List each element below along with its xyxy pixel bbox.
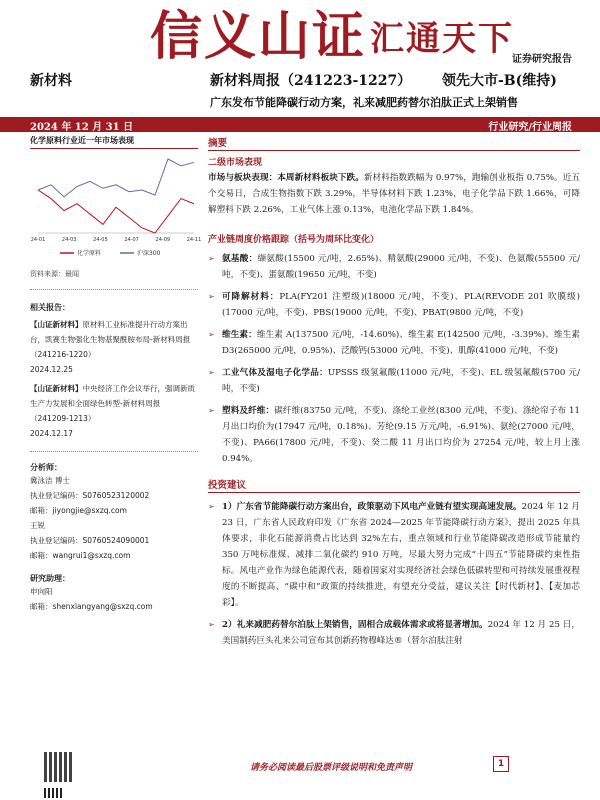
rating-label: 领先大市-B(维持): [442, 73, 557, 89]
related-report-2[interactable]: [30, 381, 198, 441]
x-tick-label: 24-03: [61, 237, 77, 243]
summary-column: [208, 135, 580, 649]
divider: [30, 451, 198, 452]
x-tick-label: 24-07: [124, 237, 139, 243]
price-item: [208, 365, 580, 397]
divider: [30, 289, 198, 290]
series-line-0: [38, 190, 194, 233]
analyst-email[interactable]: 邮箱：jiyongjie@sxzq.com: [30, 506, 127, 515]
price-item: [208, 289, 580, 321]
left-column: [30, 135, 202, 614]
x-tick-label: 24-05: [93, 237, 108, 243]
advice-lead: 2）礼来减肥药替尔泊肽上架销售，固相合成载体需求或将显著增加。: [222, 620, 488, 630]
related-text: 中央经济工作会议举行，强调新质生产力发展和全面绿色转型-新材料周报（241209-1213）: [30, 384, 195, 423]
banner-main: 信义山证: [150, 6, 367, 67]
arrow-icon: ➢: [208, 406, 215, 415]
related-tag: 【山证新材料】: [30, 320, 83, 329]
assistant-title: 研究助理：: [30, 574, 70, 583]
date-bar: [0, 117, 600, 132]
related-date: 2024.12.17: [30, 429, 73, 438]
arrow-icon: ➢: [208, 292, 215, 301]
qr-code-icon: [44, 752, 74, 782]
x-tick-label: 24-01: [30, 237, 46, 243]
price-lead: 氨基酸：: [222, 254, 258, 264]
banner-title: [150, 0, 514, 69]
chart-svg: [30, 153, 202, 263]
related-text: 原材料工业标准提升行动方案出台，凯赛生物强化生物基聚酰胺布局-新材料周报（241216-1220）: [30, 320, 191, 359]
advice-text: 2024 年 12 月 25 日，美国制药巨头礼来公司宣布其创新药物穆峰达®（替尔泊肽注射: [222, 620, 580, 646]
series-line-1: [38, 159, 194, 197]
related-report-1[interactable]: [30, 317, 198, 377]
analyst-name: 王锐: [30, 521, 45, 530]
price-item: [208, 403, 580, 467]
analyst-name: 冀泳洁 博士: [30, 476, 70, 485]
analyst-1: [30, 473, 198, 563]
banner-sub: 汇通天下: [370, 19, 515, 59]
price-lead: 维生素：: [222, 330, 257, 340]
banner: [0, 0, 600, 67]
market-lead: 市场与板块表现：本周新材料板块下跌。: [208, 173, 364, 183]
chart-source: 资料来源：最闻: [30, 270, 79, 278]
title-bar: [0, 64, 600, 116]
assistant-email[interactable]: 邮箱：shenxiangyang@sxzq.com: [30, 602, 153, 611]
market-text: 新材料指数跌幅为 0.97%，跑输创业板指 0.75%。近五个交易日，合成生物指数下跌 3.29%，半导体材料下跌 1.23%，电子化学品下跌 1.66%，可降解塑料下跌 2.26%，工业气体上涨 0.13%，电池化学品下跌 1.84%。: [208, 173, 580, 215]
related-tag: 【山证新材料】: [30, 384, 83, 393]
assistant-name: 申向阳: [30, 587, 53, 596]
analysts-title: 分析师：: [30, 463, 62, 472]
x-tick-label: 24-09: [155, 237, 171, 243]
related-date: 2024.12.25: [30, 365, 73, 374]
legend-label: 沪深300: [137, 250, 161, 257]
chart-title: 化学原料行业近一年市场表现: [30, 135, 198, 149]
advice-text: 2024 年 12 月 23 日，广东省人民政府印发《广东省 2024—2025 年节能降碳行动方案》，提出 2025 年具体要求，非化石能源消费占比达到 32%左右，重点领域和行业节能降碳改造形成节能量约 350 万吨标准煤、减排二氧化碳约 910 万吨，尽最大努力完成“十四五”节能降碳约束性指标。风电产业作为绿色能源代表，随着国家对实现经济社会绿色低碳转型和可持续发展重视程度的不断提高、“碳中和”政策的持续推进，有望充分受益，建议关注【时代新材】、【麦加芯彩】。: [222, 502, 580, 608]
x-tick-label: 24-11: [186, 237, 202, 243]
sector-label: 新材料: [30, 73, 72, 89]
summary-title: 摘要: [208, 135, 580, 151]
market-title: 二级市场表现: [208, 158, 263, 168]
advice-title: 投资建议: [208, 477, 580, 493]
price-item: [208, 327, 580, 359]
arrow-icon: ➢: [208, 502, 215, 511]
disclaimer[interactable]: 请务必阅读最后股票评级说明和免责声明: [250, 763, 413, 773]
market-paragraph: [208, 170, 580, 218]
advice-lead: 1）广东省节能降碳行动方案出台，政策驱动下风电产业链有望实现高速发展。: [222, 502, 522, 512]
price-text: UPSSS 级氢氟酸(11000 元/吨，不变)、EL 级氢氟酸(5700 元/吨，不变): [222, 368, 580, 394]
price-text: 维生素 A(137500 元/吨，-14.60%)、维生素 E(142500 元/吨，-3.39%)、维生素 D3(265000 元/吨，0.95%)、泛酸钙(53000 元/吨，不变)、肌醇(41000 元/吨，不变): [222, 330, 580, 356]
report-category: 行业研究/行业周报: [488, 122, 572, 133]
report-type: 证券研究报告: [512, 54, 572, 65]
analyst-email[interactable]: 邮箱：wangrui1@sxzq.com: [30, 551, 131, 560]
weekly-title: 新材料周报（241223-1227）: [210, 73, 412, 89]
price-title: 产业链周度价格跟踪（括号为周环比变化）: [208, 235, 380, 245]
legend-label: 化学原料: [77, 250, 102, 257]
arrow-icon: ➢: [208, 368, 215, 377]
price-lead: 塑料及纤维：: [222, 406, 275, 416]
arrow-icon: ➢: [208, 620, 215, 629]
price-text: 缬氨酸(15500 元/吨，2.65%)、精氨酸(29000 元/吨，不变)、色氨酸(55500 元/吨，不变)、蛋氨酸(19650 元/吨，不变): [222, 254, 580, 280]
price-text: PLA(FY201 注塑级)(18000 元/吨，不变)、PLA(REVODE 201 吹膜级)(17000 元/吨，不变)、PBS(19000 元/吨，不变)、PBAT(9800 元/吨，不变): [222, 292, 580, 318]
report-date: 2024 年 12 月 31 日: [30, 122, 134, 133]
price-lead: 工业气体及湿电子化学品：: [222, 368, 328, 378]
price-list: [208, 251, 580, 467]
advice-item: [208, 617, 580, 649]
footer: [0, 752, 600, 800]
analyst-license: 执业登记编码：S0760523120002: [30, 491, 150, 500]
market-chart: [30, 153, 202, 263]
advice-item: [208, 499, 580, 611]
barcode-icon: [44, 788, 64, 798]
analyst-license: 执业登记编码：S0760524090001: [30, 536, 150, 545]
arrow-icon: ➢: [208, 330, 215, 339]
arrow-icon: ➢: [208, 254, 215, 263]
assistant: [30, 584, 198, 614]
related-title: 相关报告：: [30, 303, 70, 312]
price-text: 碳纤维(83750 元/吨，不变)、涤纶工业丝(8300 元/吨，不变)、涤纶帘子布 11 月出口均价为(17947 元/吨，0.18%)、芳纶(9.15 万元/吨，-6.91%)、氨纶(27000 元/吨，不变)、PA66(17800 元/吨，不变)、癸二酸 11 月出口均价为 27254 元/吨，较上月上涨 0.94%。: [222, 406, 580, 464]
report-subtitle: 广东发布节能降碳行动方案，礼来减肥药替尔泊肽正式上架销售: [210, 96, 518, 109]
price-lead: 可降解材料：: [222, 292, 280, 302]
price-item: [208, 251, 580, 283]
page-number: 1: [493, 756, 509, 772]
